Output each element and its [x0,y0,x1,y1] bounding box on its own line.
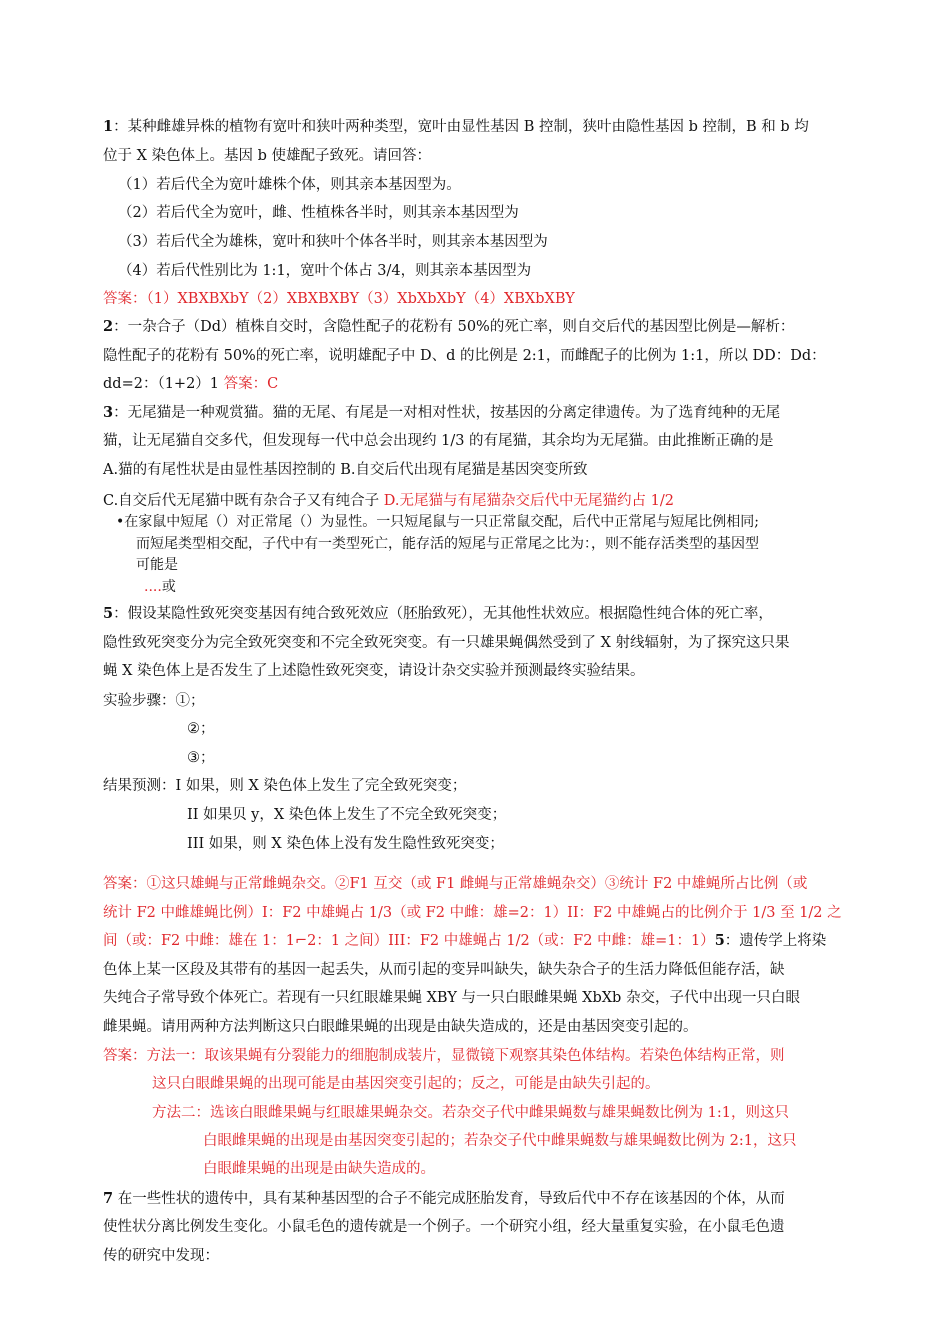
q5-line1 [103,603,773,625]
q6-method1-a: 答案：方法一：取该果蝇有分裂能力的细胞制成装片，显微镜下观察其染色体结构。若染色体结构正常，则 [103,1048,785,1064]
q1-line1 [103,116,809,138]
q3-option-c: C.自交后代无尾猫中既有杂合子又有纯合子 [103,493,380,509]
q3-text-1: ：无尾猫是一种观赏猫。猫的无尾、有尾是一对相对性状，按基因的分离定律遗传。为了选育纯种的无尾 [113,405,781,421]
q1-line2: 位于 X 染色体上。基因 b 使雄配子致死。请回答： [103,148,432,164]
q5-result2: II 如果贝 y，X 染色体上发生了不完全致死突变； [187,807,507,823]
q6-text-1: ：遗传学上将染 [724,933,827,949]
q2-number: 2 [103,318,114,335]
q7-text-1: 在一些性状的遗传中，具有某种基因型的合子不能完成胚胎发育，导致后代中不存在该基因的个体，从而 [113,1191,785,1207]
q3-options-ab: A.猫的有尾性状是由显性基因控制的 B.自交后代出现有尾猫是基因突变所致 [103,462,588,478]
q1-text-1: ：某种雌雄异株的植物有宽叶和狭叶两种类型，宽叶由显性基因 B 控制，狭叶由隐性基因 b 控制，B 和 b 均 [113,119,809,135]
q6-line3: 失纯合子常导致个体死亡。若现有一只红眼雄果蝇 XBY 与一只白眼雌果蝇 XbXb 杂交，子代中出现一只白眼 [103,990,800,1006]
q5-answer-1: 答案：①这只雄蝇与正常雌蝇杂交。②F1 互交（或 F1 雌蝇与正常雄蝇杂交）③统计 F2 中雄蝇所占比例（或 [103,876,808,892]
q6-method1-b: 这只白眼雌果蝇的出现可能是由基因突变引起的；反之，可能是由缺失引起的。 [152,1076,660,1092]
q6-method2-b: 白眼雌果蝇的出现是由基因突变引起的；若杂交子代中雌果蝇数与雄果蝇数比例为 2:1，这只 [203,1133,797,1149]
q1-number: 1 [103,118,114,135]
q7-line3: 传的研究中发现： [103,1248,219,1264]
q2-line3 [103,373,278,395]
q6-number: 5 [714,932,725,949]
q5-line2: 隐性致死突变分为完全致死突变和不完全致死突变。有一只雄果蝇偶然受到了 X 射线辐射，为了探究这只果 [103,635,790,651]
q7-line2: 使性状分离比例发生变化。小鼠毛色的遗传就是一个例子。一个研究小组，经大量重复实验，在小鼠毛色遗 [103,1219,785,1235]
q2-line2: 隐性配子的花粉有 50%的死亡率，说明雄配子中 D、d 的比例是 2:1，而雌配子的比例为 1:1，所以 DD：Dd： [103,348,826,364]
q5-result3: III 如果，则 X 染色体上没有发生隐性致死突变； [187,836,504,852]
q1-sub4: （4）若后代性别比为 1:1，宽叶个体占 3/4，则其亲本基因型为 [118,263,532,279]
q7-number: 7 [103,1190,114,1207]
q5-answer-3-line [103,930,826,952]
q3-option-d: D.无尾猫与有尾猫杂交后代中无尾猫约占 1/2 [383,493,674,509]
q3-options-cd [103,490,674,512]
q5-number: 5 [103,605,114,622]
q1-answer: 答案：（1）XBXBXbY（2）XBXBXBY（3）XbXbXbY（4）XBXbXBY [103,291,575,307]
q4-line2: 而短尾类型相交配，子代中有一类型死亡，能存活的短尾与正常尾之比为：，则不能存活类型的基因型 [136,536,759,552]
q5-line3: 蝇 X 染色体上是否发生了上述隐性致死突变，请设计杂交实验并预测最终实验结果。 [103,663,645,679]
q5-step2: ②； [187,721,215,737]
q3-line2: 猫，让无尾猫自交多代，但发现每一代中总会出现约 1/3 的有尾猫，其余均为无尾猫。由此推断正确的是 [103,433,774,449]
q7-line1 [103,1188,785,1210]
q6-method2-a: 方法二：选该白眼雌果蝇与红眼雄果蝇杂交。若杂交子代中雌果蝇数与雄果蝇数比例为 1:1，则这只 [152,1105,789,1121]
q4-line4 [144,576,176,598]
q1-sub1: （1）若后代全为宽叶雄株个体，则其亲本基因型为。 [118,177,461,193]
q1-sub3: （3）若后代全为雄株，宽叶和狭叶个体各半时，则其亲本基因型为 [118,234,548,250]
q5-steps-label: 实验步骤：①； [103,693,205,709]
q6-method2-c: 白眼雌果蝇的出现是由缺失造成的。 [203,1161,435,1177]
q4-or: 或 [161,579,176,595]
q4-line1: •在家鼠中短尾（）对正常尾（）为显性。一只短尾鼠与一只正常鼠交配，后代中正常尾与短尾比例相同; [116,514,759,530]
q4-dots: .... [144,579,162,595]
q2-line1 [103,316,794,338]
q5-answer-3: 间（或：F2 中雌：雄在 1：1⌐2：1 之间）III：F2 中雄蝇占 1/2（或：F2 中雌：雄=1：1） [103,933,715,949]
q4-line3: 可能是 [136,557,178,573]
q6-line2: 色体上某一区段及其带有的基因一起丢失，从而引起的变异叫缺失，缺失杂合子的生活力降低但能存活，缺 [103,962,785,978]
q2-text-3: dd=2：（1+2）1 [103,376,220,392]
q2-answer: 答案：C [223,376,279,392]
q1-sub2: （2）若后代全为宽叶，雌、性植株各半时，则其亲本基因型为 [118,205,519,221]
q5-text-1: ：假设某隐性致死突变基因有纯合致死效应（胚胎致死），无其他性状效应。根据隐性纯合体的死亡率， [113,606,773,622]
q6-line4: 雌果蝇。请用两种方法判断这只白眼雌果蝇的出现是由缺失造成的，还是由基因突变引起的。 [103,1019,698,1035]
q5-result1: 结果预测：I 如果，则 X 染色体上发生了完全致死突变； [103,778,467,794]
q5-step3: ③； [187,750,215,766]
q2-text-1: ：一杂合子（Dd）植株自交时，含隐性配子的花粉有 50%的死亡率，则自交后代的基因型比例是—解析： [113,319,795,335]
q5-answer-2: 统计 F2 中雌雄蝇比例）I：F2 中雄蝇占 1/3（或 F2 中雌：雄=2：1）II：F2 中雄蝇占的比例介于 1/3 至 1/2 之 [103,905,842,921]
q3-number: 3 [103,404,114,421]
q3-line1 [103,402,780,424]
